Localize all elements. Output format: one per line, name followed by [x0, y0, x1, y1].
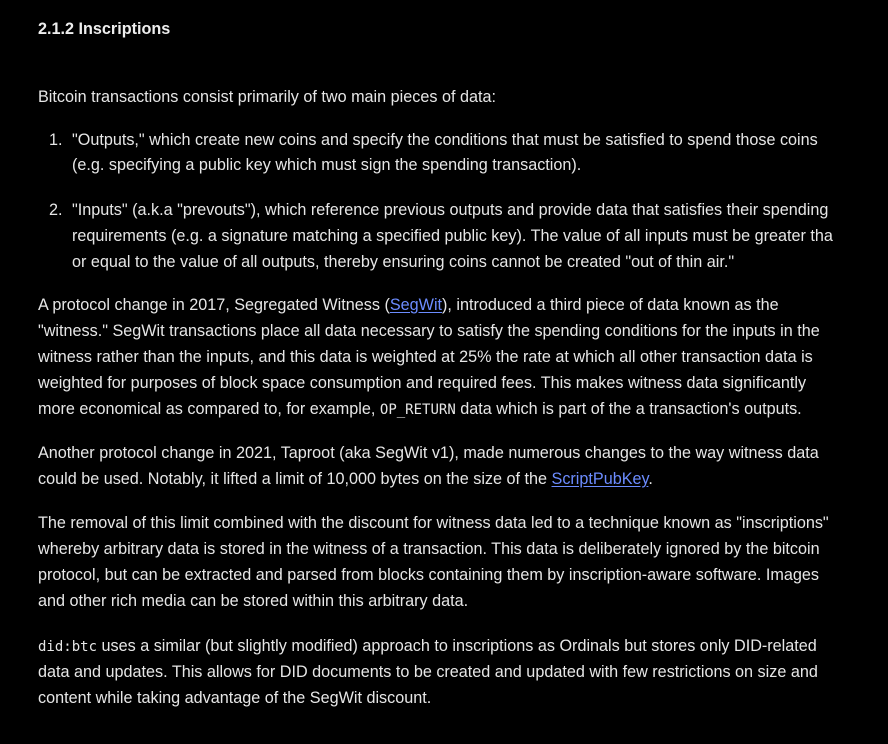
list-item-line: (e.g. specifying a public key which must sign the spending transaction).: [72, 156, 582, 174]
text-span: .: [648, 470, 653, 488]
paragraph-line: protocol, but can be extracted and parsed from blocks containing them by inscription-aware software. Images: [38, 566, 819, 584]
paragraph-line: content while taking advantage of the SegWit discount.: [38, 689, 432, 707]
list-item-line: "Outputs," which create new coins and specify the conditions that must be satisfied to spend those coins: [72, 131, 818, 149]
text-span: more economical as compared to, for example,: [38, 400, 380, 418]
paragraph-line: "witness." SegWit transactions place all data necessary to satisfy the spending conditions for the inputs in the: [38, 322, 820, 340]
paragraph-line: witness rather than the inputs, and this data is weighted at 25% the rate at which all other transaction data is: [38, 348, 813, 366]
list-item-line: "Inputs" (a.k.a "prevouts"), which reference previous outputs and provide data that satisfies their spending: [72, 201, 829, 219]
paragraph-line: data and updates. This allows for DID documents to be created and updated with few restrictions on size and: [38, 663, 818, 681]
inline-code: OP_RETURN: [379, 402, 456, 418]
text-span: uses a similar (but slightly modified) approach to inscriptions as Ordinals but stores only DID-related: [97, 637, 817, 655]
list-item-line: requirements (e.g. a signature matching a specified public key). The value of all inputs must be greater tha: [72, 227, 833, 245]
paragraph-line: weighted for purposes of block space consumption and required fees. This makes witness data significantly: [38, 374, 807, 392]
paragraph-line: whereby arbitrary data is stored in the witness of a transaction. This data is deliberately ignored by the bitcoin: [38, 540, 820, 558]
paragraph-line: The removal of this limit combined with the discount for witness data led to a technique known as "inscriptions": [38, 514, 829, 532]
text-span: ), introduced a third piece of data known as the: [442, 296, 779, 314]
scriptpubkey-link[interactable]: ScriptPubKey: [551, 470, 649, 488]
paragraph-line: Another protocol change in 2021, Taproot (aka SegWit v1), made numerous changes to the way witness data: [38, 444, 819, 462]
intro-paragraph: Bitcoin transactions consist primarily of two main pieces of data:: [38, 88, 496, 106]
text-span: could be used. Notably, it lifted a limit of 10,000 bytes on the size of the: [38, 470, 552, 488]
paragraph-line: [38, 469, 653, 489]
paragraph-line: and other rich media can be stored within this arbitrary data.: [38, 592, 469, 610]
list-number: 2.: [49, 201, 63, 219]
inline-code: did:btc: [38, 639, 98, 655]
list-item-line: or equal to the value of all outputs, thereby ensuring coins cannot be created "out of thin air.": [72, 253, 735, 271]
list-number: 1.: [49, 131, 63, 149]
text-span: A protocol change in 2017, Segregated Witness (: [38, 296, 390, 314]
paragraph-line: [38, 399, 802, 420]
text-span: data which is part of the a transaction's outputs.: [455, 400, 802, 418]
segwit-link[interactable]: SegWit: [389, 296, 443, 314]
paragraph-line: [38, 636, 817, 657]
section-heading: 2.1.2 Inscriptions: [38, 20, 171, 38]
paragraph-line: [38, 295, 779, 315]
